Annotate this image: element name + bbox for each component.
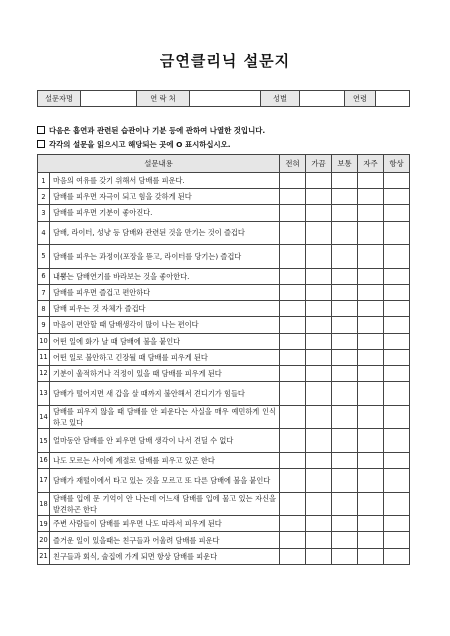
answer-cell-normal[interactable] bbox=[332, 382, 358, 406]
answer-cell-often[interactable] bbox=[358, 268, 384, 284]
question-text: 담배가 재떨이에서 타고 있는 것을 모르고 또 다른 담배에 불을 붙인다 bbox=[50, 469, 280, 493]
question-number: 4 bbox=[38, 221, 50, 245]
answer-cell-always[interactable] bbox=[384, 452, 410, 468]
answer-cell-sometimes[interactable] bbox=[306, 245, 332, 269]
answer-cell-sometimes[interactable] bbox=[306, 333, 332, 349]
checkbox-square-icon bbox=[37, 126, 45, 134]
table-row bbox=[38, 405, 410, 429]
header-never: 전혀 bbox=[280, 155, 306, 173]
question-number: 3 bbox=[38, 205, 50, 221]
answer-cell-normal[interactable] bbox=[332, 173, 358, 189]
answer-cell-normal[interactable] bbox=[332, 349, 358, 365]
question-number: 14 bbox=[38, 405, 50, 429]
table-row bbox=[38, 333, 410, 349]
question-text: 담배를 피우는 과정이(포장을 뜯고, 라이터를 당기는) 즐겁다 bbox=[50, 245, 280, 269]
header-sometimes: 가끔 bbox=[306, 155, 332, 173]
answer-cell-sometimes[interactable] bbox=[306, 284, 332, 300]
answer-cell-often[interactable] bbox=[358, 492, 384, 516]
table-row bbox=[38, 221, 410, 245]
table-row bbox=[38, 268, 410, 284]
answer-cell-normal[interactable] bbox=[332, 532, 358, 548]
answer-cell-always[interactable] bbox=[384, 268, 410, 284]
table-row bbox=[38, 365, 410, 381]
table-row bbox=[38, 429, 410, 453]
question-number: 1 bbox=[38, 173, 50, 189]
answer-cell-normal[interactable] bbox=[332, 333, 358, 349]
table-row bbox=[38, 189, 410, 205]
answer-cell-never[interactable] bbox=[280, 548, 306, 564]
header-always: 항상 bbox=[384, 155, 410, 173]
answer-cell-never[interactable] bbox=[280, 516, 306, 532]
table-row bbox=[38, 382, 410, 406]
respondent-info-table bbox=[37, 90, 410, 107]
answer-cell-always[interactable] bbox=[384, 333, 410, 349]
answer-cell-often[interactable] bbox=[358, 548, 384, 564]
answer-cell-often[interactable] bbox=[358, 452, 384, 468]
question-number: 19 bbox=[38, 516, 50, 532]
question-number: 13 bbox=[38, 382, 50, 406]
answer-cell-always[interactable] bbox=[384, 301, 410, 317]
table-row bbox=[38, 516, 410, 532]
table-row bbox=[38, 349, 410, 365]
question-number: 18 bbox=[38, 492, 50, 516]
answer-cell-sometimes[interactable] bbox=[306, 189, 332, 205]
answer-cell-never[interactable] bbox=[280, 532, 306, 548]
question-number: 17 bbox=[38, 469, 50, 493]
answer-cell-never[interactable] bbox=[280, 245, 306, 269]
question-text: 나도 모르는 사이에 계절로 담배를 피우고 있곤 한다 bbox=[50, 452, 280, 468]
answer-cell-never[interactable] bbox=[280, 317, 306, 333]
answer-cell-often[interactable] bbox=[358, 382, 384, 406]
age-field[interactable] bbox=[376, 91, 410, 107]
question-text: 담배를 피우지 않을 때 담배를 안 피운다는 사실을 매우 예민하게 인식하고 있다 bbox=[50, 405, 280, 429]
answer-cell-never[interactable] bbox=[280, 173, 306, 189]
question-text: 마음이 편안할 때 담배생각이 많이 나는 편이다 bbox=[50, 317, 280, 333]
answer-cell-normal[interactable] bbox=[332, 516, 358, 532]
table-row bbox=[38, 284, 410, 300]
name-label: 설문자명 bbox=[38, 91, 81, 107]
answer-cell-always[interactable] bbox=[384, 205, 410, 221]
questionnaire-table bbox=[37, 154, 410, 565]
question-number: 2 bbox=[38, 189, 50, 205]
answer-cell-always[interactable] bbox=[384, 284, 410, 300]
answer-cell-sometimes[interactable] bbox=[306, 317, 332, 333]
question-text: 어떤 일에 화가 날 때 담배에 불을 붙인다 bbox=[50, 333, 280, 349]
answer-cell-sometimes[interactable] bbox=[306, 469, 332, 493]
answer-cell-always[interactable] bbox=[384, 469, 410, 493]
answer-cell-always[interactable] bbox=[384, 221, 410, 245]
question-number: 6 bbox=[38, 268, 50, 284]
question-number: 5 bbox=[38, 245, 50, 269]
answer-cell-sometimes[interactable] bbox=[306, 365, 332, 381]
answer-cell-always[interactable] bbox=[384, 245, 410, 269]
page-title: 금연클리닉 설문지 bbox=[159, 52, 291, 70]
answer-cell-often[interactable] bbox=[358, 429, 384, 453]
table-row bbox=[38, 245, 410, 269]
question-number: 16 bbox=[38, 452, 50, 468]
answer-cell-normal[interactable] bbox=[332, 365, 358, 381]
table-row bbox=[38, 532, 410, 548]
table-row bbox=[38, 548, 410, 564]
answer-cell-always[interactable] bbox=[384, 405, 410, 429]
question-text: 어떤 일로 불안하고 긴장될 때 담배를 피우게 된다 bbox=[50, 349, 280, 365]
answer-cell-sometimes[interactable] bbox=[306, 382, 332, 406]
answer-cell-sometimes[interactable] bbox=[306, 173, 332, 189]
answer-cell-often[interactable] bbox=[358, 532, 384, 548]
question-text: 담배 피우는 것 자체가 즐겁다 bbox=[50, 301, 280, 317]
answer-cell-never[interactable] bbox=[280, 221, 306, 245]
answer-cell-never[interactable] bbox=[280, 469, 306, 493]
question-text: 담배, 라이터, 성냥 등 담배와 관련된 것을 만기는 것이 즐겁다 bbox=[50, 221, 280, 245]
question-text: 담배를 피우면 즐겁고 편안하다 bbox=[50, 284, 280, 300]
question-text: 담배가 떨어지면 새 갑을 살 때까지 불안해서 견디기가 힘들다 bbox=[50, 382, 280, 406]
answer-cell-normal[interactable] bbox=[332, 405, 358, 429]
question-number: 11 bbox=[38, 349, 50, 365]
question-number: 15 bbox=[38, 429, 50, 453]
answer-cell-normal[interactable] bbox=[332, 452, 358, 468]
question-number: 10 bbox=[38, 333, 50, 349]
table-row bbox=[38, 469, 410, 493]
table-row bbox=[38, 452, 410, 468]
answer-cell-often[interactable] bbox=[358, 365, 384, 381]
answer-cell-normal[interactable] bbox=[332, 245, 358, 269]
header-often: 자주 bbox=[358, 155, 384, 173]
answer-cell-always[interactable] bbox=[384, 173, 410, 189]
instructions bbox=[37, 124, 265, 152]
answer-cell-often[interactable] bbox=[358, 516, 384, 532]
answer-cell-normal[interactable] bbox=[332, 301, 358, 317]
phone-label: 연 락 처 bbox=[137, 91, 190, 107]
table-row bbox=[38, 173, 410, 189]
answer-cell-often[interactable] bbox=[358, 173, 384, 189]
answer-cell-often[interactable] bbox=[358, 317, 384, 333]
question-text: 기분이 울적하거나 걱정이 있을 때 담배를 피우게 된다 bbox=[50, 365, 280, 381]
answer-cell-normal[interactable] bbox=[332, 268, 358, 284]
name-field[interactable] bbox=[81, 91, 137, 107]
answer-cell-sometimes[interactable] bbox=[306, 221, 332, 245]
question-text: 주변 사람들이 담배를 피우면 나도 따라서 피우게 된다 bbox=[50, 516, 280, 532]
answer-cell-always[interactable] bbox=[384, 189, 410, 205]
table-row bbox=[38, 205, 410, 221]
answer-cell-always[interactable] bbox=[384, 429, 410, 453]
header-content: 설문내용 bbox=[38, 155, 280, 173]
question-number: 12 bbox=[38, 365, 50, 381]
answer-cell-normal[interactable] bbox=[332, 189, 358, 205]
answer-cell-never[interactable] bbox=[280, 405, 306, 429]
answer-cell-sometimes[interactable] bbox=[306, 349, 332, 365]
header-normal: 보통 bbox=[332, 155, 358, 173]
checkbox-square-icon bbox=[37, 140, 45, 148]
answer-cell-never[interactable] bbox=[280, 382, 306, 406]
question-number: 20 bbox=[38, 532, 50, 548]
gender-field[interactable] bbox=[300, 91, 345, 107]
answer-cell-never[interactable] bbox=[280, 205, 306, 221]
question-text: 내뿜는 담배연기를 바라보는 것을 좋아한다. bbox=[50, 268, 280, 284]
answer-cell-normal[interactable] bbox=[332, 205, 358, 221]
answer-cell-normal[interactable] bbox=[332, 221, 358, 245]
answer-cell-never[interactable] bbox=[280, 189, 306, 205]
instruction-line: 다음은 흡연과 관련된 습관이나 기분 등에 관하여 나열한 것입니다. bbox=[37, 124, 265, 138]
gender-label: 성별 bbox=[261, 91, 300, 107]
question-text: 친구들과 회식, 술집에 가게 되면 항상 담배를 피운다 bbox=[50, 548, 280, 564]
answer-cell-sometimes[interactable] bbox=[306, 205, 332, 221]
answer-cell-always[interactable] bbox=[384, 492, 410, 516]
table-row bbox=[38, 492, 410, 516]
answer-cell-often[interactable] bbox=[358, 333, 384, 349]
answer-cell-often[interactable] bbox=[358, 349, 384, 365]
question-text: 마음의 여유를 갖기 위해서 담배를 피운다. bbox=[50, 173, 280, 189]
answer-cell-often[interactable] bbox=[358, 189, 384, 205]
instruction-line: 각각의 설문을 읽으시고 해당되는 곳에 O 표시하십시오. bbox=[37, 138, 265, 152]
answer-cell-never[interactable] bbox=[280, 452, 306, 468]
answer-cell-never[interactable] bbox=[280, 365, 306, 381]
question-text: 담배를 피우면 자극이 되고 힘을 갖하게 된다 bbox=[50, 189, 280, 205]
answer-cell-never[interactable] bbox=[280, 301, 306, 317]
answer-cell-sometimes[interactable] bbox=[306, 492, 332, 516]
answer-cell-normal[interactable] bbox=[332, 317, 358, 333]
answer-cell-sometimes[interactable] bbox=[306, 429, 332, 453]
question-text: 얼마동안 담배를 안 피우면 담배 생각이 나서 견딜 수 없다 bbox=[50, 429, 280, 453]
answer-cell-sometimes[interactable] bbox=[306, 532, 332, 548]
phone-field[interactable] bbox=[190, 91, 261, 107]
answer-cell-always[interactable] bbox=[384, 532, 410, 548]
answer-cell-sometimes[interactable] bbox=[306, 405, 332, 429]
answer-cell-never[interactable] bbox=[280, 268, 306, 284]
answer-cell-never[interactable] bbox=[280, 429, 306, 453]
answer-cell-never[interactable] bbox=[280, 349, 306, 365]
answer-cell-sometimes[interactable] bbox=[306, 301, 332, 317]
answer-cell-often[interactable] bbox=[358, 245, 384, 269]
answer-cell-always[interactable] bbox=[384, 516, 410, 532]
question-number: 8 bbox=[38, 301, 50, 317]
answer-cell-never[interactable] bbox=[280, 284, 306, 300]
answer-cell-sometimes[interactable] bbox=[306, 548, 332, 564]
answer-cell-normal[interactable] bbox=[332, 284, 358, 300]
answer-cell-normal[interactable] bbox=[332, 469, 358, 493]
answer-cell-sometimes[interactable] bbox=[306, 516, 332, 532]
answer-cell-sometimes[interactable] bbox=[306, 268, 332, 284]
age-label: 연령 bbox=[345, 91, 376, 107]
answer-cell-normal[interactable] bbox=[332, 492, 358, 516]
question-number: 21 bbox=[38, 548, 50, 564]
question-number: 7 bbox=[38, 284, 50, 300]
answer-cell-always[interactable] bbox=[384, 548, 410, 564]
answer-cell-often[interactable] bbox=[358, 205, 384, 221]
answer-cell-often[interactable] bbox=[358, 284, 384, 300]
answer-cell-always[interactable] bbox=[384, 382, 410, 406]
answer-cell-sometimes[interactable] bbox=[306, 452, 332, 468]
question-text: 즐거운 일이 있을때는 친구들과 어울려 담배를 피운다 bbox=[50, 532, 280, 548]
question-text: 담배를 입에 문 기억이 안 나는데 어느새 담배를 입에 물고 있는 자신을 발견하곤 한다 bbox=[50, 492, 280, 516]
answer-cell-always[interactable] bbox=[384, 349, 410, 365]
question-number: 9 bbox=[38, 317, 50, 333]
answer-cell-often[interactable] bbox=[358, 469, 384, 493]
answer-cell-normal[interactable] bbox=[332, 429, 358, 453]
answer-cell-always[interactable] bbox=[384, 365, 410, 381]
answer-cell-never[interactable] bbox=[280, 492, 306, 516]
answer-cell-often[interactable] bbox=[358, 301, 384, 317]
answer-cell-always[interactable] bbox=[384, 317, 410, 333]
table-row bbox=[38, 317, 410, 333]
answer-cell-often[interactable] bbox=[358, 221, 384, 245]
answer-cell-normal[interactable] bbox=[332, 548, 358, 564]
answer-cell-never[interactable] bbox=[280, 333, 306, 349]
question-text: 담배를 피우면 기분이 좋아진다. bbox=[50, 205, 280, 221]
answer-cell-often[interactable] bbox=[358, 405, 384, 429]
table-row bbox=[38, 301, 410, 317]
